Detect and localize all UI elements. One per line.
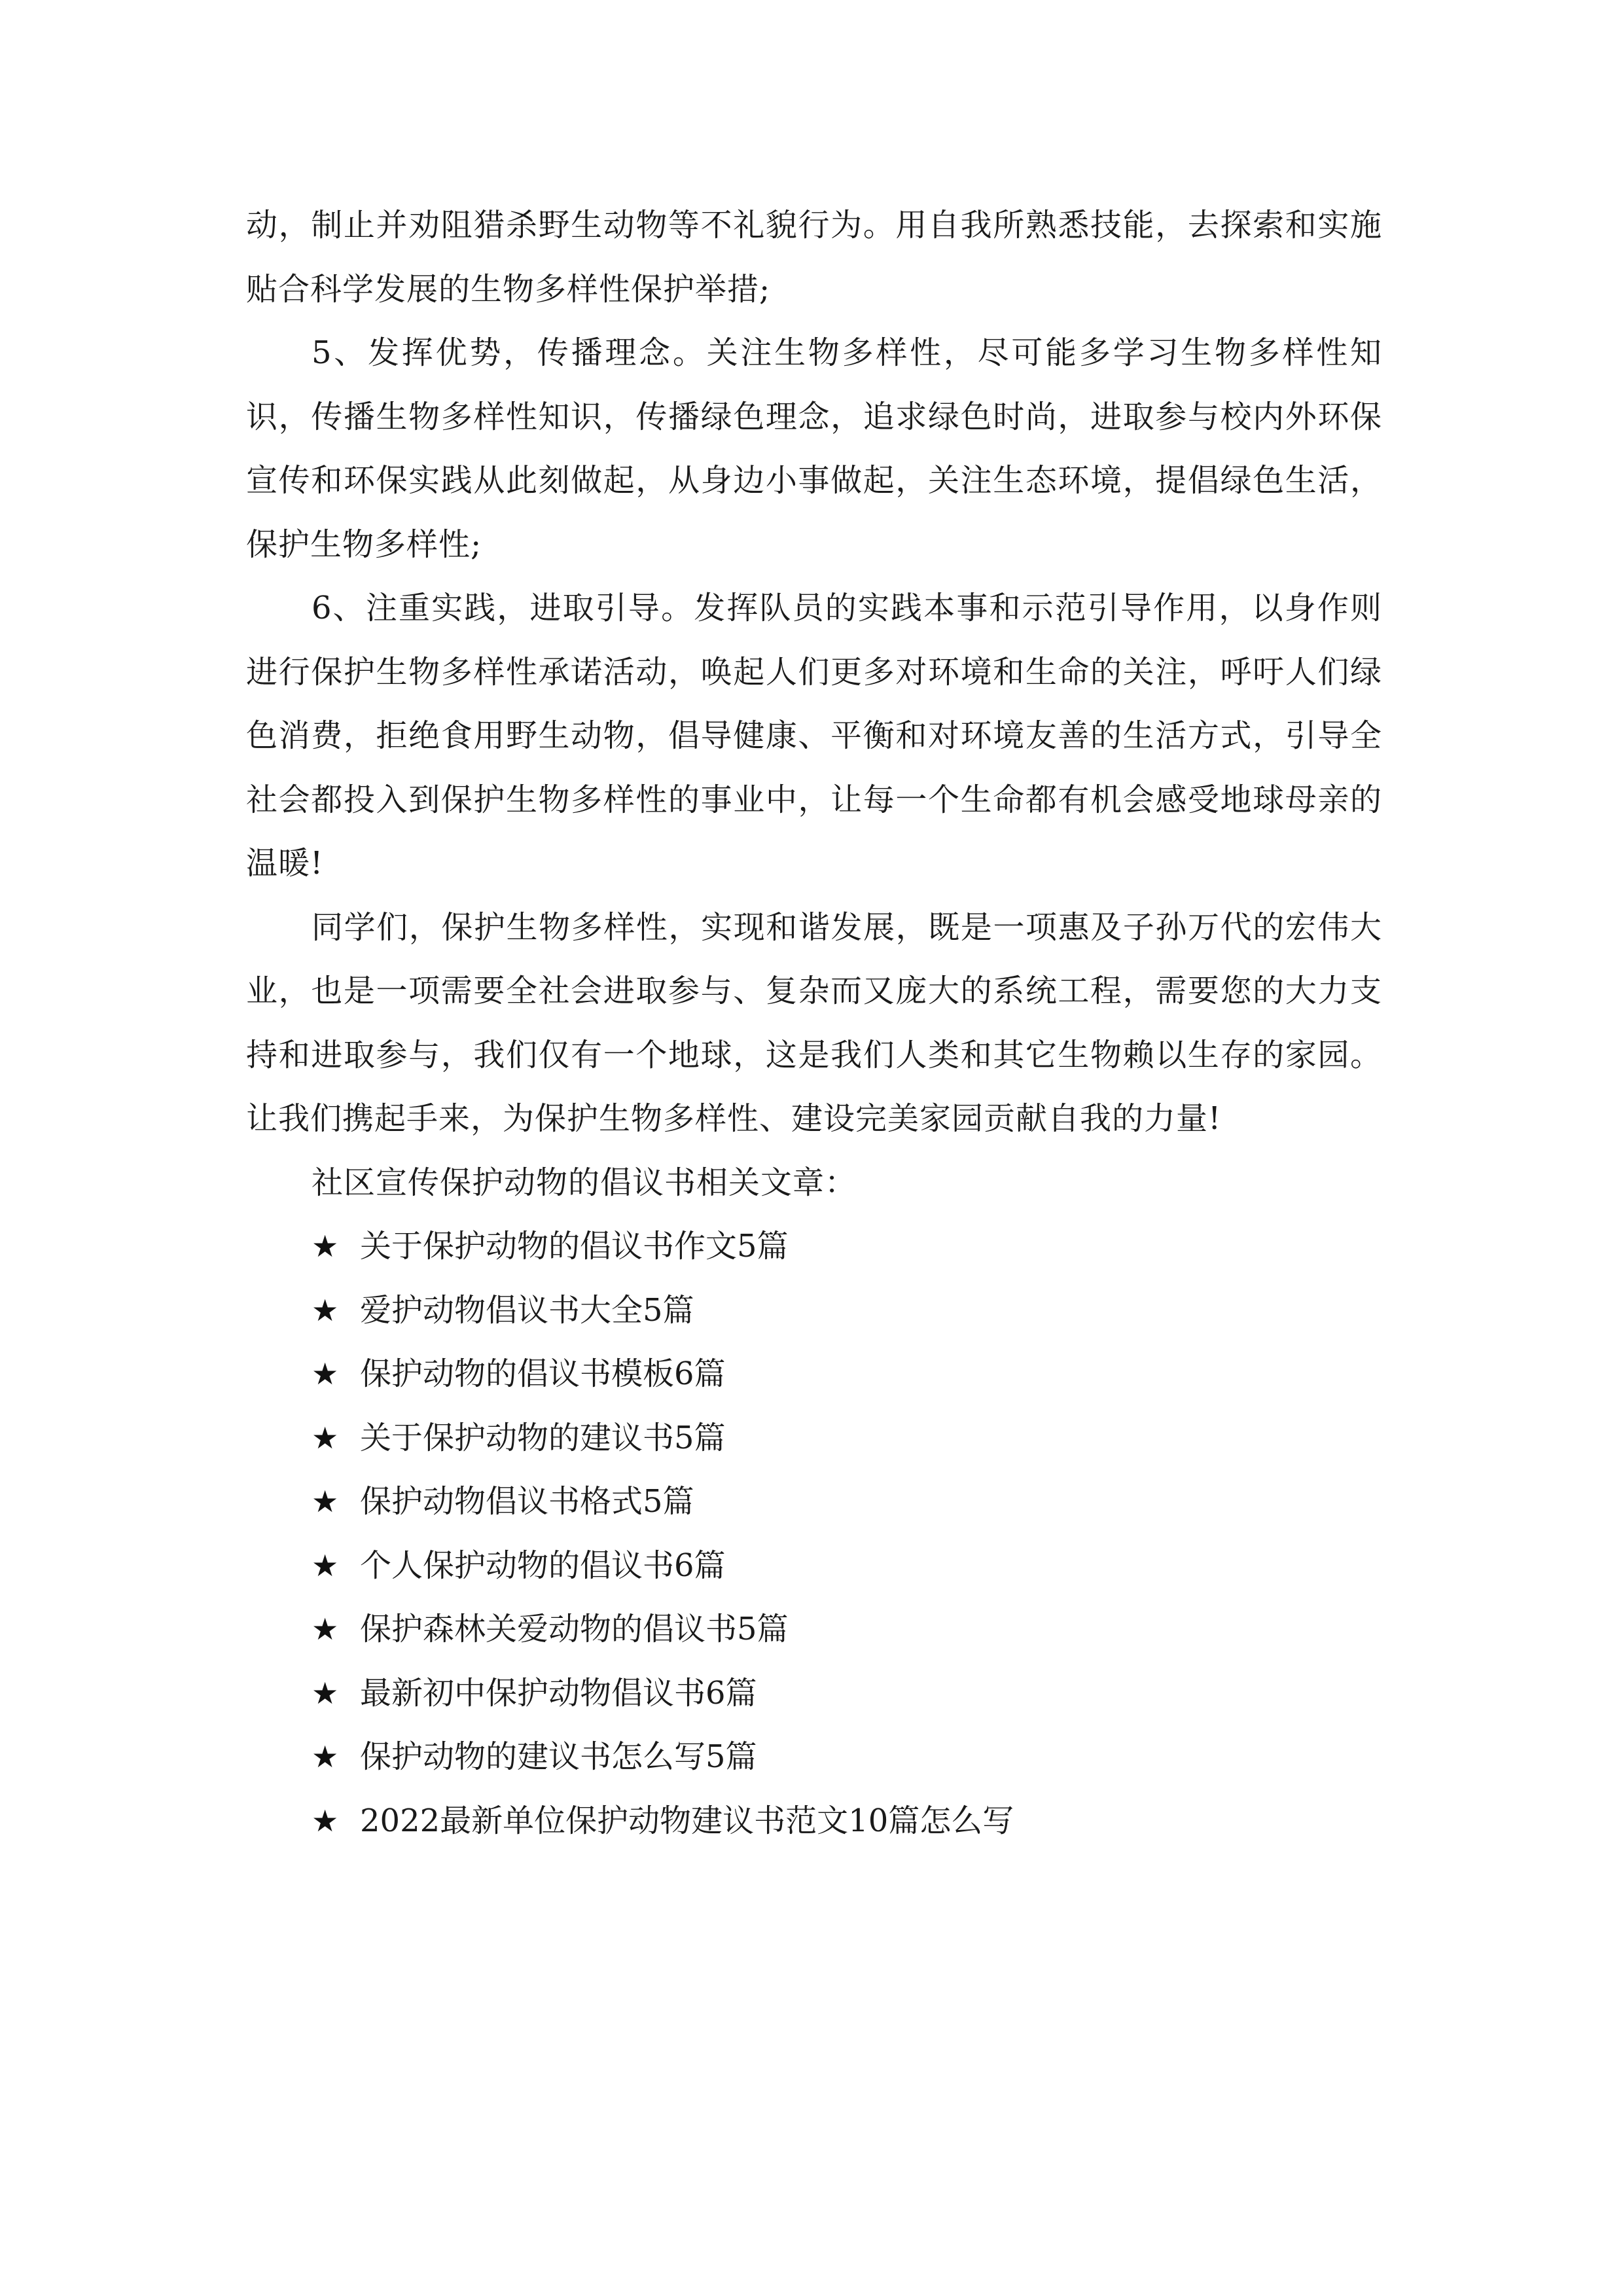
related-article-link[interactable]: 爱护动物倡议书大全5篇 [360,1291,694,1329]
related-article-item[interactable] [246,1534,1382,1598]
star-icon: ★ [312,1547,339,1583]
related-article-item[interactable] [246,1662,1382,1726]
related-article-item[interactable] [246,1279,1382,1343]
related-article-item[interactable] [246,1598,1382,1662]
star-icon: ★ [312,1611,339,1647]
paragraph-point-6: 6、注重实践，进取引导。发挥队员的实践本事和示范引导作用，以身作则进行保护生物多样性承诺活动，唤起人们更多对环境和生命的关注，呼吁人们绿色消费，拒绝食用野生动物，倡导健康、平衡和对环境友善的生活方式，引导全社会都投入到保护生物多样性的事业中，让每一个生命都有机会感受地球母亲的温暖! [246,590,1382,882]
related-article-item[interactable] [246,1470,1382,1534]
star-icon: ★ [312,1292,339,1328]
star-icon: ★ [312,1803,339,1839]
related-article-item[interactable] [246,1342,1382,1407]
related-article-item[interactable] [246,1215,1382,1279]
related-article-item[interactable] [246,1789,1382,1854]
paragraph-continuation: 动，制止并劝阻猎杀野生动物等不礼貌行为。用自我所熟悉技能，去探索和实施贴合科学发展的生物多样性保护举措; [246,207,1382,308]
document-body [246,194,1382,1853]
star-icon: ★ [312,1675,339,1711]
related-article-item[interactable] [246,1725,1382,1789]
star-icon: ★ [312,1229,339,1264]
paragraph-point-5: 5、发挥优势，传播理念。关注生物多样性，尽可能多学习生物多样性知识，传播生物多样性知识，传播绿色理念，追求绿色时尚，进取参与校内外环保宣传和环保实践从此刻做起，从身边小事做起，关注生态环境，提倡绿色生活，保护生物多样性; [246,334,1382,563]
related-article-link[interactable]: 保护动物倡议书格式5篇 [360,1483,694,1520]
star-icon: ★ [312,1739,339,1774]
star-icon: ★ [312,1484,339,1519]
related-articles-list [246,1215,1382,1853]
related-article-link[interactable]: 最新初中保护动物倡议书6篇 [360,1674,757,1712]
star-icon: ★ [312,1356,339,1391]
paragraph-closing: 同学们，保护生物多样性，实现和谐发展，既是一项惠及子孙万代的宏伟大业，也是一项需要全社会进取参与、复杂而又庞大的系统工程，需要您的大力支持和进取参与，我们仅有一个地球，这是我们人类和其它生物赖以生存的家园。让我们携起手来，为保护生物多样性、建设完美家园贡献自我的力量! [246,908,1382,1137]
related-article-link[interactable]: 关于保护动物的建议书5篇 [360,1419,726,1456]
related-article-item[interactable] [246,1407,1382,1471]
related-article-link[interactable]: 保护动物的倡议书模板6篇 [360,1355,726,1392]
related-article-link[interactable]: 保护森林关爱动物的倡议书5篇 [360,1611,789,1647]
related-article-link[interactable]: 个人保护动物的倡议书6篇 [360,1547,726,1584]
related-article-link[interactable]: 关于保护动物的倡议书作文5篇 [360,1228,789,1265]
related-article-link[interactable]: 2022最新单位保护动物建议书范文10篇怎么写 [360,1802,1014,1839]
related-articles-heading: 社区宣传保护动物的倡议书相关文章： [312,1164,857,1201]
star-icon: ★ [312,1420,339,1456]
related-article-link[interactable]: 保护动物的建议书怎么写5篇 [360,1738,757,1775]
